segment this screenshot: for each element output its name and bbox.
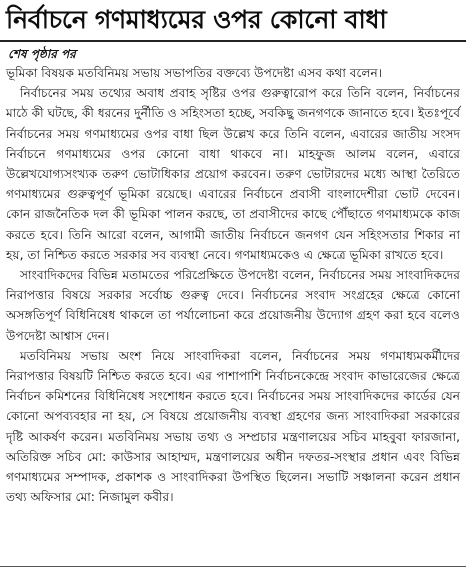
bottom-rule [0,566,466,567]
continued-from-label: শেষ পৃষ্ঠার পর [8,47,76,61]
paragraph: সাংবাদিকদের বিভিন্ন মতামতের পরিপ্রেক্ষিতে উপদেষ্টা বলেন, নির্বাচনের সময় সাংবাদিকদের নিরাপত্তার বিষয়ে সরকার সর্বোচ্চ গুরুত্ব দেবে। নির্বাচনের সংবাদ সংগ্রহের ক্ষেত্রে কোনো অসঙ্গতিপূর্ণ বিধিনিষেধ থাকলে তা পর্যালোচনা করে প্রয়োজনীয় উদ্যোগ গ্রহণ করা হবে বলেও উপদেষ্টা আশ্বাস দেন। [6,268,460,343]
article-body [6,63,460,507]
headline: নির্বাচনে গণমাধ্যমের ওপর কোনো বাধা [6,5,387,34]
headline-rule [0,40,466,42]
paragraph: মতবিনিময় সভায় অংশ নিয়ে সাংবাদিকরা বলেন, নির্বাচনের সময় গণমাধ্যমকর্মীদের নিরাপত্তার বিষয়টি নিশ্চিত করতে হবে। এর পাশাপাশি নির্বাচনকেন্দ্রে সংবাদ কাভারেজের ক্ষেত্রে নির্বাচন কমিশনের বিধিনিষেধ সংশোধন করতে হবে। নির্বাচনের সময় সাংবাদিকদের কার্ডের যেন কোনো অপব্যবহার না হয়, সে বিষয়ে প্রয়োজনীয় ব্যবস্থা গ্রহণের জন্য সাংবাদিকরা সরকারের দৃষ্টি আকর্ষণ করেন। মতবিনিময় সভায় তথ্য ও সম্প্রচার মন্ত্রণালয়ের সচিব মাহবুবা ফারজানা, অতিরিক্ত সচিব মো: কাউসার আহাম্মদ, মন্ত্রণালয়ের অধীন দফতর-সংস্থার প্রধান এবং বিভিন্ন গণমাধ্যমের সম্পাদক, প্রকাশক ও সাংবাদিকরা উপস্থিত ছিলেন। সভাটি সঞ্চালনা করেন প্রধান তথ্য অফিসার মো: নিজামুল কবীর। [6,348,460,505]
paragraph: নির্বাচনের সময় তথ্যের অবাধ প্রবাহ সৃষ্টির ওপর গুরুত্বারোপ করে তিনি বলেন, নির্বাচনের মাঠে কী ঘটছে, কী ধরনের দুর্নীতি ও সহিংসতা হচ্ছে, সবকিছু জনগণকে জানাতে হবে। ইতঃপূর্বে নির্বাচনের সময় গণমাধ্যমের ওপর বাধা ছিল উল্লেখ করে তিনি বলেন, এবারের জাতীয় সংসদ নির্বাচনে গণমাধ্যমের ওপর কোনো বাধা থাকবে না। মাহফুজ আলম বলেন, এবারে উল্লেখযোগ্যসংখ্যক তরুণ ভোটাধিকার প্রয়োগ করবেন। তরুণ ভোটারদের মধ্যে আস্থা তৈরিতে গণমাধ্যমের গুরুত্বপূর্ণ ভূমিকা রয়েছে। এবারের নির্বাচনে প্রবাসী বাংলাদেশীরা ভোট দেবেন। কোন রাজনৈতিক দল কী ভূমিকা পালন করছে, তা প্রবাসীদের কাছে পৌঁছাতে গণমাধ্যমকে কাজ করতে হবে। তিনি আরো বলেন, আগামী জাতীয় নির্বাচনে জনগণ যেন সহিংসতার শিকার না হয়, তা নিশ্চিত করতে সরকার সব ব্যবস্থা নেবে। গণমাধ্যমকেও এ ক্ষেত্রে ভূমিকা রাখতে হবে। [6,86,460,262]
paragraph: ভূমিকা বিষয়ক মতবিনিময় সভায় সভাপতির বক্তব্যে উপদেষ্টা এসব কথা বলেন। [6,66,383,80]
